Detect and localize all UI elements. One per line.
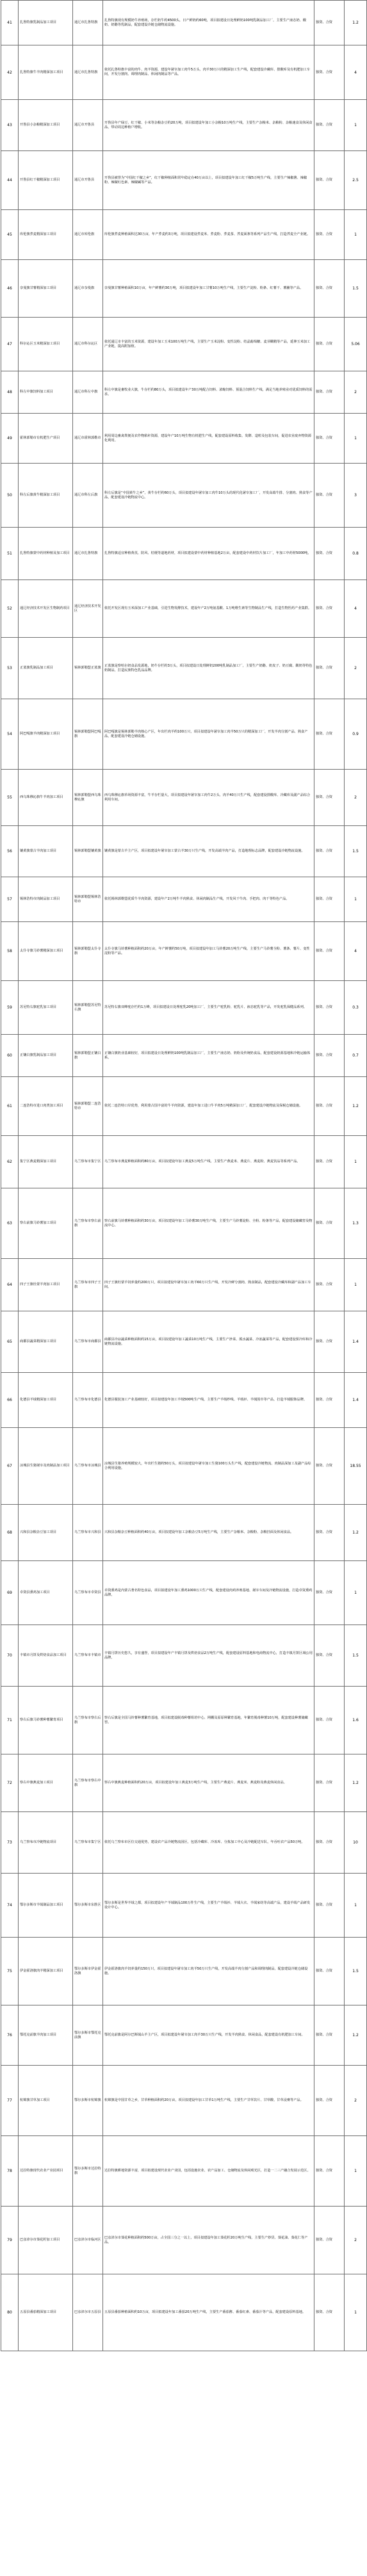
investment-amount: 1.5 bbox=[345, 260, 367, 318]
project-number: 61 bbox=[1, 1077, 19, 1136]
project-location: 鄂尔多斯市东胜区 bbox=[73, 1874, 103, 1938]
investment-amount: 1.5 bbox=[345, 1625, 367, 1687]
project-number: 52 bbox=[1, 580, 19, 638]
project-content: 察右前旗马铃薯种植面积约30万亩，项目拟建设年加工马铃薯30万吨生产线，主要生产马铃薯淀粉、全粉、粉条等产品，配套建设储藏窖及物流中心。 bbox=[103, 1188, 314, 1259]
table-row bbox=[1, 151, 367, 210]
project-location: 通辽市科左中旗 bbox=[73, 371, 103, 414]
project-name: 商都县蔬菜精深加工项目 bbox=[19, 1311, 73, 1373]
project-name: 通辽经济技术开发区生物制药项目 bbox=[19, 580, 73, 638]
project-number: 53 bbox=[1, 638, 19, 699]
cooperation-type: 独资、合资 bbox=[314, 464, 345, 528]
investment-amount: 1.2 bbox=[345, 1505, 367, 1561]
cooperation-type: 独资、合资 bbox=[314, 1311, 345, 1373]
investment-amount: 1 bbox=[345, 100, 367, 151]
project-location: 鄂尔多斯市伊金霍洛旗 bbox=[73, 1938, 103, 2005]
project-content: 化德县服装加工产业基础较好，项目拟建设年加工羊绒500吨生产线，主要生产羊绒纱线、羊绒衫、羊绒围巾等产品，打造羊绒服饰品牌。 bbox=[103, 1373, 314, 1428]
cooperation-type: 独资、合资 bbox=[314, 151, 345, 210]
investment-amount: 4 bbox=[345, 45, 367, 100]
cooperation-type: 独资、合资 bbox=[314, 45, 345, 100]
project-location: 锡林郭勒盟正蓝旗 bbox=[73, 638, 103, 699]
table-row bbox=[1, 45, 367, 100]
project-content: 镶黄旗是蒙古羊主产区，项目拟建设年屠宰加工蒙古羊30万只生产线，开发高端羊肉产品，打造地理标志品牌，配套建设冷链物流设施。 bbox=[103, 826, 314, 877]
project-name: 扎鲁特旗蒙中药材种植及加工项目 bbox=[19, 528, 73, 580]
cooperation-type: 独资、合资 bbox=[314, 922, 345, 981]
table-row bbox=[1, 210, 367, 260]
project-location: 乌兰察布市察右中旗 bbox=[73, 1754, 103, 1812]
project-name: 卓资县熏鸡加工项目 bbox=[19, 1561, 73, 1625]
project-number: 48 bbox=[1, 371, 19, 414]
table-row bbox=[1, 877, 367, 922]
cooperation-type: 独资、合资 bbox=[314, 414, 345, 464]
project-name: 正镶白旗乳制品加工项目 bbox=[19, 1035, 73, 1077]
project-number: 54 bbox=[1, 699, 19, 770]
project-content: 科左后旗是“中国黄牛之乡”，黄牛存栏约60万头，项目拟建设年屠宰加工肉牛10万头的现代化屠宰加工厂，开发高端牛排、分割肉、熟食等产品，配套建设冷链物流中心。 bbox=[103, 464, 314, 528]
project-name: 鄂尔多斯市羊绒制品加工项目 bbox=[19, 1874, 73, 1938]
project-location: 锡林郭勒盟镶黄旗 bbox=[73, 826, 103, 877]
project-location: 巴彦淖尔市五原县 bbox=[73, 2274, 103, 2351]
project-name: 正蓝旗乳制品加工项目 bbox=[19, 638, 73, 699]
investment-amount: 0.8 bbox=[345, 528, 367, 580]
cooperation-type: 独资、合资 bbox=[314, 371, 345, 414]
table-row bbox=[1, 981, 367, 1035]
project-number: 66 bbox=[1, 1373, 19, 1428]
project-content: 察右后旗是全国马铃薯种薯繁育基地，项目拟建设脱毒种薯组培中心、网棚及原原种繁育基地，年繁育脱毒种薯10万吨，配套建设种薯储藏窖。 bbox=[103, 1687, 314, 1754]
project-number: 64 bbox=[1, 1259, 19, 1311]
project-number: 65 bbox=[1, 1311, 19, 1373]
project-location: 乌兰察布市商都县 bbox=[73, 1311, 103, 1373]
investment-amount: 1 bbox=[345, 1259, 367, 1311]
cooperation-type: 独资、合资 bbox=[314, 877, 345, 922]
project-table-body bbox=[1, 1, 367, 2351]
investment-amount: 1 bbox=[345, 1874, 367, 1938]
project-content: 苏尼特右旗双峰驼存栏约1万峰，项目拟建设日处理驼乳20吨加工厂，主要生产驼乳粉、驼乳片、液态驼乳等产品，开发驼乳保健品系列。 bbox=[103, 981, 314, 1035]
investment-amount: 2.5 bbox=[345, 151, 367, 210]
cooperation-type: 独资、合资 bbox=[314, 1136, 345, 1188]
table-row bbox=[1, 2136, 367, 2207]
investment-amount: 1.2 bbox=[345, 2005, 367, 2066]
project-location: 通辽市开鲁县 bbox=[73, 151, 103, 210]
project-number: 69 bbox=[1, 1561, 19, 1625]
project-content: 丰镇月饼历史悠久，享有盛誉，项目拟建设年产丰镇月饼及烘焙食品2万吨生产线，配套建设原料基地和电商物流中心，打造丰镇月饼区域公用品牌。 bbox=[103, 1625, 314, 1687]
project-number: 72 bbox=[1, 1754, 19, 1812]
project-content: 扎鲁特旗适宜种植黄芪、防风、桔梗等道地药材，项目拟建设蒙中药材种植基地2万亩，配套建设中药材饮片加工厂，年加工中药材5000吨。 bbox=[103, 528, 314, 580]
investment-amount: 3 bbox=[345, 464, 367, 528]
project-number: 63 bbox=[1, 1188, 19, 1259]
project-content: 依托乌兰察布市区位交通优势，建设农产品冷链物流园区，包括冷藏库、冷冻库、分拣加工中心及冷链配送车队，年吞吐农产品50万吨。 bbox=[103, 1812, 314, 1874]
project-name: 二连浩特市进口肉类加工项目 bbox=[19, 1077, 73, 1136]
project-content: 伊金霍洛旗肉羊饲养量约150万只，项目拟建设年屠宰加工肉羊50万只生产线，开发高端羊肉分割产品和调理肉制品，配套建设冷链仓储设施。 bbox=[103, 1938, 314, 2005]
project-number: 79 bbox=[1, 2207, 19, 2274]
table-row bbox=[1, 1754, 367, 1812]
project-content: 乌兰察布市燕麦种植面积约80万亩，项目拟建设年加工燕麦5万吨生产线，主要生产燕麦米、燕麦片、燕麦粉、燕麦饮品等系列产品。 bbox=[103, 1136, 314, 1188]
investment-amount: 1.6 bbox=[345, 1687, 367, 1754]
table-row bbox=[1, 1311, 367, 1373]
table-row bbox=[1, 699, 367, 770]
table-row bbox=[1, 2066, 367, 2136]
project-name: 杭锦旗甘草加工项目 bbox=[19, 2066, 73, 2136]
project-number: 71 bbox=[1, 1687, 19, 1754]
project-number: 41 bbox=[1, 1, 19, 45]
project-name: 科左后旗黄牛精深加工项目 bbox=[19, 464, 73, 528]
project-name: 奈曼旗甘薯精深加工项目 bbox=[19, 260, 73, 318]
investment-amount: 1 bbox=[345, 1136, 367, 1188]
cooperation-type: 独资、合资 bbox=[314, 2207, 345, 2274]
cooperation-type: 独资、合资 bbox=[314, 1077, 345, 1136]
project-number: 55 bbox=[1, 770, 19, 826]
project-name: 五原县番茄精深加工项目 bbox=[19, 2274, 73, 2351]
cooperation-type: 独资、合资 bbox=[314, 1812, 345, 1874]
cooperation-type: 独资、合资 bbox=[314, 1373, 345, 1428]
project-content: 五原县番茄种植面积约10万亩，项目拟建设年加工番茄20万吨生产线，主要生产番茄酱、番茄红素、番茄汁等产品，配套建设原料基地。 bbox=[103, 2274, 314, 2351]
project-content: 扎鲁特旗现有规模奶牛养殖场，存栏奶牛约4500头，日产鲜奶约60吨，项目拟建设日处理鲜奶100吨乳制品加工厂，主要生产液态奶、酸奶、奶酪等乳制品，配套建设冷链仓储物流设施。 bbox=[103, 1, 314, 45]
project-number: 50 bbox=[1, 464, 19, 528]
project-name: 阿巴嘎旗羊肉精深加工项目 bbox=[19, 699, 73, 770]
investment-amount: 2 bbox=[345, 770, 367, 826]
project-location: 锡林郭勒盟正镶白旗 bbox=[73, 1035, 103, 1077]
project-location: 通辽市奈曼旗 bbox=[73, 260, 103, 318]
project-number: 78 bbox=[1, 2136, 19, 2207]
table-row bbox=[1, 1035, 367, 1077]
table-row bbox=[1, 1136, 367, 1188]
project-content: 依托通辽市丰富的玉米资源，建设年加工玉米100万吨生产线，主要生产玉米淀粉、变性淀粉、结晶葡萄糖、麦芽糊精等产品，延伸玉米加工产业链，提高附加值。 bbox=[103, 318, 314, 371]
table-row bbox=[1, 1625, 367, 1687]
table-row bbox=[1, 1077, 367, 1136]
cooperation-type: 独资、合资 bbox=[314, 638, 345, 699]
project-table bbox=[1, 0, 367, 2351]
project-location: 通辽市扎鲁特旗 bbox=[73, 45, 103, 100]
table-row bbox=[1, 100, 367, 151]
project-content: 巴彦淖尔市葵花种植面积约500万亩，占全国三分之一以上，项目拟建设年加工葵花籽20万吨生产线，主要生产炒货、葵花油、葵花仁等产品。 bbox=[103, 2207, 314, 2274]
investment-amount: 0.7 bbox=[345, 1035, 367, 1077]
project-name: 科左中旗饲料加工项目 bbox=[19, 371, 73, 414]
project-content: 利用周边畜禽粪便及农作物秸秆资源，建设年产10万吨生物有机肥生产线，配套建设原料收集、发酵、造粒及包装车间，促进农业废弃物资源化利用。 bbox=[103, 414, 314, 464]
project-number: 57 bbox=[1, 877, 19, 922]
project-name: 丰镇市月饼及烘焙食品加工项目 bbox=[19, 1625, 73, 1687]
project-content: 库伦旗荞麦种植面积达30万亩，年产荞麦约3万吨，项目拟建设荞麦米、荞麦粉、荞麦茶、荞麦面条等系列产品生产线，打造荞麦全产业链。 bbox=[103, 210, 314, 260]
project-number: 75 bbox=[1, 1938, 19, 2005]
investment-amount: 1 bbox=[345, 2136, 367, 2207]
project-location: 锡林郭勒盟锡林浩特市 bbox=[73, 877, 103, 922]
cooperation-type: 独资、合资 bbox=[314, 2274, 345, 2351]
project-content: 依托锡林郭勒盟优质牛羊肉资源，建设年产2万吨牛羊肉熟食、休闲肉制品生产线，开发风干牛肉、手把肉、肉干等特色产品。 bbox=[103, 877, 314, 922]
table-row bbox=[1, 2274, 367, 2351]
investment-amount: 2 bbox=[345, 2066, 367, 2136]
cooperation-type: 独资、合资 bbox=[314, 528, 345, 580]
table-row bbox=[1, 1561, 367, 1625]
cooperation-type: 独资、合资 bbox=[314, 1259, 345, 1311]
project-number: 59 bbox=[1, 981, 19, 1035]
project-name: 巴彦淖尔市葵花籽加工项目 bbox=[19, 2207, 73, 2274]
project-number: 56 bbox=[1, 826, 19, 877]
investment-amount: 18.55 bbox=[345, 1428, 367, 1505]
table-row bbox=[1, 371, 367, 414]
project-content: 正蓝旗是察哈尔奶食品发源地，奶牛存栏约3万头，项目拟建设日处理鲜奶200吨乳制品加工厂，主要生产奶酪、奶皮子、奶豆腐、酸奶等特色奶制品，打造民族特色乳品品牌。 bbox=[103, 638, 314, 699]
project-number: 49 bbox=[1, 414, 19, 464]
project-location: 鄂尔多斯市达拉特旗 bbox=[73, 2136, 103, 2207]
table-row bbox=[1, 770, 367, 826]
table-row bbox=[1, 826, 367, 877]
project-number: 60 bbox=[1, 1035, 19, 1077]
investment-amount: 0.9 bbox=[345, 699, 367, 770]
project-number: 43 bbox=[1, 100, 19, 151]
project-number: 67 bbox=[1, 1428, 19, 1505]
project-location: 乌兰察布市四子王旗 bbox=[73, 1259, 103, 1311]
project-name: 锡林浩特市肉制品加工项目 bbox=[19, 877, 73, 922]
cooperation-type: 独资、合资 bbox=[314, 318, 345, 371]
project-content: 太仆寺旗马铃薯种植面积约20万亩，年产鲜薯约50万吨，项目拟建设年加工马铃薯20万吨生产线，主要生产马铃薯全粉、薯条、薯片、变性淀粉等产品。 bbox=[103, 922, 314, 981]
project-location: 乌兰察布市集宁区 bbox=[73, 1812, 103, 1874]
table-row bbox=[1, 580, 367, 638]
table-row bbox=[1, 318, 367, 371]
table-row bbox=[1, 414, 367, 464]
project-number: 42 bbox=[1, 45, 19, 100]
investment-amount: 1 bbox=[345, 414, 367, 464]
table-row bbox=[1, 528, 367, 580]
project-name: 察右中旗燕麦加工项目 bbox=[19, 1754, 73, 1812]
project-location: 乌兰察布市凉城县 bbox=[73, 1428, 103, 1505]
project-content: 鄂尔多斯是世界羊绒之都，项目拟建设年产羊绒制品100万件生产线，主要生产羊绒衫、羊绒大衣、羊绒家纺等高端产品，建设羊绒产品研发设计中心。 bbox=[103, 1874, 314, 1938]
cooperation-type: 独资、合资 bbox=[314, 2066, 345, 2136]
table-row bbox=[1, 260, 367, 318]
cooperation-type: 独资、合资 bbox=[314, 770, 345, 826]
cooperation-type: 独资、合资 bbox=[314, 260, 345, 318]
project-number: 76 bbox=[1, 2005, 19, 2066]
project-name: 凉城县生猪屠宰及肉制品加工项目 bbox=[19, 1428, 73, 1505]
cooperation-type: 独资、合资 bbox=[314, 1188, 345, 1259]
project-name: 集宁区燕麦精深加工项目 bbox=[19, 1136, 73, 1188]
cooperation-type: 独资、合资 bbox=[314, 1938, 345, 2005]
project-location: 乌兰察布市化德县 bbox=[73, 1373, 103, 1428]
cooperation-type: 独资、合资 bbox=[314, 1625, 345, 1687]
table-row bbox=[1, 1428, 367, 1505]
project-name: 鄂托克前旗羊肉加工项目 bbox=[19, 2005, 73, 2066]
investment-amount: 5.06 bbox=[345, 318, 367, 371]
table-row bbox=[1, 2005, 367, 2066]
project-name: 西乌珠穆沁旗牛羊肉加工项目 bbox=[19, 770, 73, 826]
project-content: 阿巴嘎旗是锡林郭勒羊肉核心产区，年出栏肉羊约100万只，项目拟建设年屠宰加工肉羊50万只的精深加工厂，开发羊肉分割产品、熟食产品，配套建设冷链仓储设施。 bbox=[103, 699, 314, 770]
project-content: 凉城县生猪养殖规模较大，年出栏生猪约50万头，项目拟建设年屠宰加工生猪100万头生产线，配套建设冷链物流、肉制品深加工及副产品综合利用设施。 bbox=[103, 1428, 314, 1505]
cooperation-type: 独资、合资 bbox=[314, 1561, 345, 1625]
table-row bbox=[1, 1505, 367, 1561]
project-content: 达拉特旗耕地资源丰富，项目拟建设现代农业产业园，包括设施农业、农产品加工、仓储物流及休闲观光区，打造一二三产融合发展示范区。 bbox=[103, 2136, 314, 2207]
cooperation-type: 独资、合资 bbox=[314, 826, 345, 877]
project-number: 80 bbox=[1, 2274, 19, 2351]
project-content: 鄂托克前旗是阿尔巴斯绒山羊主产区，项目拟建设年屠宰加工肉羊30万只生产线，开发羊肉熟食、休闲食品，配套建设有机肥加工车间。 bbox=[103, 2005, 314, 2066]
project-content: 奈曼旗甘薯种植面积10万亩，年产鲜薯约30万吨，项目拟建设年加工甘薯10万吨生产线，主要生产淀粉、粉条、红薯干、薯脯等产品。 bbox=[103, 260, 314, 318]
project-location: 乌兰察布市集宁区 bbox=[73, 1136, 103, 1188]
investment-amount: 1.5 bbox=[345, 1938, 367, 2005]
project-content: 科左中旗是畜牧业大旗，牛存栏约80万头，项目拟建设年产30万吨配合饲料、浓缩饲料、预混合饲料生产线，满足当地养殖业对优质饲料的需求。 bbox=[103, 371, 314, 414]
table-row bbox=[1, 638, 367, 699]
project-name: 霍林郭勒市有机肥生产项目 bbox=[19, 414, 73, 464]
investment-amount: 4 bbox=[345, 580, 367, 638]
cooperation-type: 独资、合资 bbox=[314, 100, 345, 151]
project-content: 兴和县杂粮杂豆种植面积约40万亩，项目拟建设年加工杂粮杂豆5万吨生产线，主要生产杂粮米、杂粮粉、杂粮挂面及休闲食品。 bbox=[103, 1505, 314, 1561]
project-location: 通辽经济技术开发区 bbox=[73, 580, 103, 638]
project-name: 达拉特旗现代农业产业园项目 bbox=[19, 2136, 73, 2207]
cooperation-type: 独资、合资 bbox=[314, 1874, 345, 1938]
investment-amount: 1.2 bbox=[345, 1077, 367, 1136]
project-number: 77 bbox=[1, 2066, 19, 2136]
investment-amount: 1.3 bbox=[345, 1188, 367, 1259]
cooperation-type: 独资、合资 bbox=[314, 580, 345, 638]
table-row bbox=[1, 1373, 367, 1428]
project-content: 卓资熏鸡是内蒙古著名特色食品，项目拟建设年加工熏鸡1000万只生产线，配套建设肉鸡养殖基地、屠宰车间及冷链物流设施，打造卓资熏鸡品牌。 bbox=[103, 1561, 314, 1625]
project-location: 锡林郭勒盟阿巴嘎旗 bbox=[73, 699, 103, 770]
cooperation-type: 独资、合资 bbox=[314, 699, 345, 770]
project-content: 西乌珠穆沁旗草场资源丰富，牛羊存栏量大，项目拟建设年屠宰加工肉牛2万头、肉羊40万只生产线，配套建设排酸库、冷藏库及副产品综合利用车间。 bbox=[103, 770, 314, 826]
project-name: 开鲁县小杂粮精深加工项目 bbox=[19, 100, 73, 151]
project-location: 锡林郭勒盟西乌珠穆沁旗 bbox=[73, 770, 103, 826]
project-location: 通辽市扎鲁特旗 bbox=[73, 528, 103, 580]
cooperation-type: 独资、合资 bbox=[314, 1505, 345, 1561]
project-name: 库伦旗荞麦精深加工项目 bbox=[19, 210, 73, 260]
cooperation-type: 独资、合资 bbox=[314, 210, 345, 260]
project-content: 四子王旗杜蒙羊饲养量约200万只，项目拟建设年屠宰加工肉羊60万只生产线，开发冷鲜分割肉、熟食制品，配套建设冷藏库和副产品加工车间。 bbox=[103, 1259, 314, 1311]
investment-amount: 1.5 bbox=[345, 826, 367, 877]
project-name: 扎鲁特旗牛羊肉精深加工项目 bbox=[19, 45, 73, 100]
project-location: 锡林郭勒盟太仆寺旗 bbox=[73, 922, 103, 981]
project-name: 察右后旗马铃薯种薯繁育项目 bbox=[19, 1687, 73, 1754]
project-location: 通辽市库伦旗 bbox=[73, 210, 103, 260]
project-number: 68 bbox=[1, 1505, 19, 1561]
cooperation-type: 独资、合资 bbox=[314, 2005, 345, 2066]
project-number: 46 bbox=[1, 260, 19, 318]
project-name: 苏尼特右旗驼乳加工项目 bbox=[19, 981, 73, 1035]
project-location: 乌兰察布市察右前旗 bbox=[73, 1188, 103, 1259]
table-row bbox=[1, 1188, 367, 1259]
investment-amount: 1.2 bbox=[345, 1, 367, 45]
project-content: 依托开发区现有玉米深加工产业基础，引进生物发酵技术，建设年产2万吨氨基酸、1万吨维生素等生物制品生产线，打造生物医药产业集群。 bbox=[103, 580, 314, 638]
project-content: 正镶白旗奶业基础较好，项目拟建设日处理鲜奶100吨乳制品加工厂，主要生产液态奶、奶粉及传统奶食品，配套建设奶源基地和冷链运输体系。 bbox=[103, 1035, 314, 1077]
investment-amount: 10 bbox=[345, 1812, 367, 1874]
investment-amount: 1 bbox=[345, 1561, 367, 1625]
project-number: 51 bbox=[1, 528, 19, 580]
project-location: 通辽市扎鲁特旗 bbox=[73, 1, 103, 45]
project-location: 巴彦淖尔市临河区 bbox=[73, 2207, 103, 2274]
project-name: 镶黄旗蒙古羊肉加工项目 bbox=[19, 826, 73, 877]
project-content: 依托二连浩特口岸优势，利用蒙古国丰富的牛羊肉资源，建设年加工进口牛羊肉5万吨精深加工厂，配套建设冷链物流及保税仓储设施。 bbox=[103, 1077, 314, 1136]
table-row bbox=[1, 464, 367, 528]
project-location: 鄂尔多斯市杭锦旗 bbox=[73, 2066, 103, 2136]
project-name: 化德县羊绒精深加工项目 bbox=[19, 1373, 73, 1428]
project-location: 乌兰察布市兴和县 bbox=[73, 1505, 103, 1561]
investment-amount: 4 bbox=[345, 922, 367, 981]
cooperation-type: 独资、合资 bbox=[314, 1, 345, 45]
cooperation-type: 独资、合资 bbox=[314, 981, 345, 1035]
table-row bbox=[1, 1, 367, 45]
project-location: 乌兰察布市卓资县 bbox=[73, 1561, 103, 1625]
cooperation-type: 独资、合资 bbox=[314, 1754, 345, 1812]
project-name: 开鲁县红干椒精深加工项目 bbox=[19, 151, 73, 210]
investment-amount: 2 bbox=[345, 371, 367, 414]
project-content: 依托扎鲁特旗丰富的肉牛、肉羊资源，建设年屠宰加工肉牛5万头、肉羊30万只的精深加工生产线，配套建设冷藏库、排酸库及有机肥加工车间，开发分割肉、调理肉制品、休闲肉制品等产品。 bbox=[103, 45, 314, 100]
table-row bbox=[1, 1687, 367, 1754]
investment-amount: 1.4 bbox=[345, 1373, 367, 1428]
investment-amount: 2 bbox=[345, 2207, 367, 2274]
project-content: 商都县冷凉蔬菜种植面积约15万亩，项目拟建设年加工蔬菜10万吨生产线，主要生产净菜、脱水蔬菜、冷冻蔬菜等产品，配套建设预冷库和冷链物流设施。 bbox=[103, 1311, 314, 1373]
project-location: 乌兰察布市察右后旗 bbox=[73, 1687, 103, 1754]
project-name: 兴和县杂粮杂豆加工项目 bbox=[19, 1505, 73, 1561]
project-name: 太仆寺旗马铃薯精深加工项目 bbox=[19, 922, 73, 981]
project-name: 察右前旗马铃薯加工项目 bbox=[19, 1188, 73, 1259]
project-number: 70 bbox=[1, 1625, 19, 1687]
investment-amount: 1 bbox=[345, 2274, 367, 2351]
project-location: 通辽市霍林郭勒市 bbox=[73, 414, 103, 464]
project-number: 73 bbox=[1, 1812, 19, 1874]
project-name: 乌兰察布市冷链物流项目 bbox=[19, 1812, 73, 1874]
project-name: 伊金霍洛旗肉羊精深加工项目 bbox=[19, 1938, 73, 2005]
cooperation-type: 独资、合资 bbox=[314, 1035, 345, 1077]
project-content: 开鲁县年产绿豆、红干椒、小米等杂粮杂豆约20万吨，项目拟建设年加工小杂粮10万吨生产线，主要生产杂粮米、杂粮粉、杂粮速食及休闲食品，带动周边种植户增收。 bbox=[103, 100, 314, 151]
project-number: 47 bbox=[1, 318, 19, 371]
project-number: 62 bbox=[1, 1136, 19, 1188]
table-row bbox=[1, 1259, 367, 1311]
investment-amount: 0.3 bbox=[345, 981, 367, 1035]
project-name: 扎鲁特旗乳制品加工项目 bbox=[19, 1, 73, 45]
cooperation-type: 独资、合资 bbox=[314, 1687, 345, 1754]
project-location: 乌兰察布市丰镇市 bbox=[73, 1625, 103, 1687]
project-name: 科尔沁区玉米精深加工项目 bbox=[19, 318, 73, 371]
investment-amount: 1 bbox=[345, 877, 367, 922]
project-number: 45 bbox=[1, 210, 19, 260]
cooperation-type: 独资、合资 bbox=[314, 2136, 345, 2207]
table-row bbox=[1, 922, 367, 981]
project-location: 通辽市科左后旗 bbox=[73, 464, 103, 528]
cooperation-type: 独资、合资 bbox=[314, 1428, 345, 1505]
project-content: 杭锦旗是中国甘草之乡，甘草种植面积约20万亩，项目拟建设年加工甘草1万吨生产线，主要生产甘草饮片、甘草酸、甘草浸膏等产品。 bbox=[103, 2066, 314, 2136]
project-location: 锡林郭勒盟二连浩特市 bbox=[73, 1077, 103, 1136]
project-content: 开鲁县被誉为“中国红干椒之乡”，红干椒种植面积常年稳定在40万亩以上，项目拟建设年加工红干椒5万吨生产线，主要生产辣椒酱、辣椒粉、辣椒红色素、辣椒碱等产品。 bbox=[103, 151, 314, 210]
project-number: 58 bbox=[1, 922, 19, 981]
table-row bbox=[1, 1938, 367, 2005]
project-content: 察右中旗燕麦种植面积约20万亩，项目拟建设年加工燕麦3万吨生产线，主要生产燕麦片、燕麦米、燕麦粉及燕麦休闲食品。 bbox=[103, 1754, 314, 1812]
table-row bbox=[1, 2207, 367, 2274]
project-number: 44 bbox=[1, 151, 19, 210]
project-number: 74 bbox=[1, 1874, 19, 1938]
project-location: 通辽市科尔沁区 bbox=[73, 318, 103, 371]
table-row bbox=[1, 1874, 367, 1938]
project-name: 四子王旗杜蒙羊肉加工项目 bbox=[19, 1259, 73, 1311]
investment-amount: 1.2 bbox=[345, 1754, 367, 1812]
project-location: 鄂尔多斯市鄂托克前旗 bbox=[73, 2005, 103, 2066]
project-location: 锡林郭勒盟苏尼特右旗 bbox=[73, 981, 103, 1035]
investment-amount: 2 bbox=[345, 638, 367, 699]
investment-amount: 1.4 bbox=[345, 1311, 367, 1373]
project-location: 通辽市开鲁县 bbox=[73, 100, 103, 151]
investment-amount: 1 bbox=[345, 210, 367, 260]
table-row bbox=[1, 1812, 367, 1874]
